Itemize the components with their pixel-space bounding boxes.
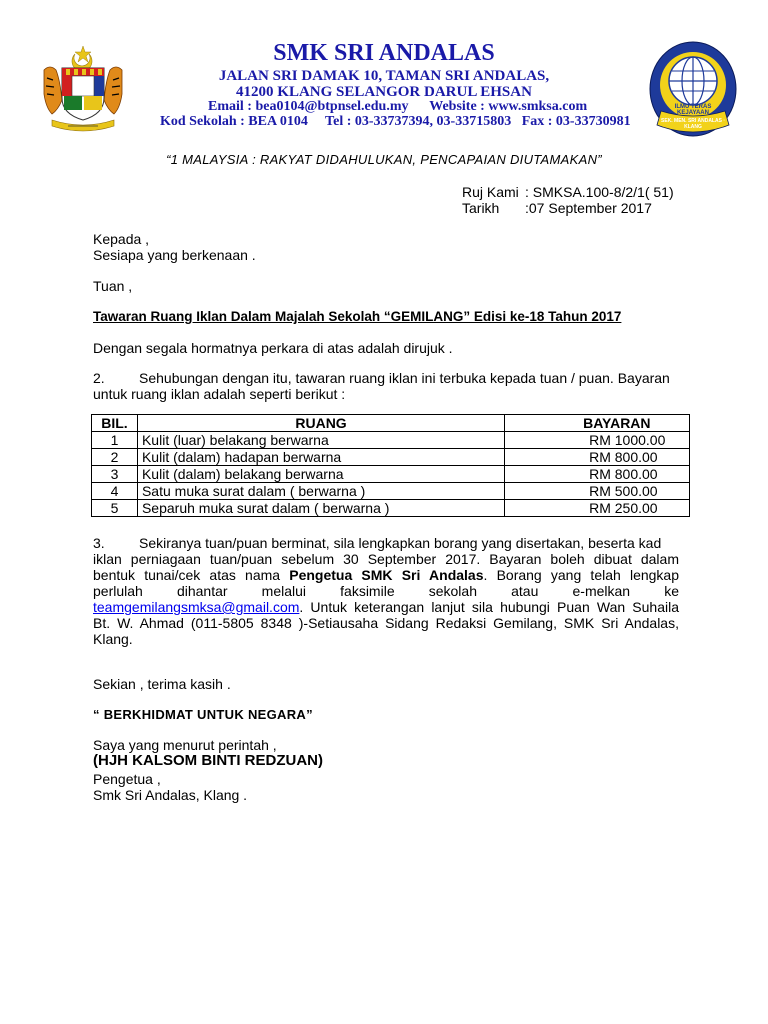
header-ruang: RUANG — [137, 415, 504, 432]
national-motto: “1 MALAYSIA : RAKYAT DIDAHULUKAN, PENCAPAIAN DIUTAMAKAN” — [166, 152, 602, 167]
row-ruang: Satu muka surat dalam ( berwarna ) — [137, 483, 504, 500]
crest-motto-text: ILMU TERAS KEJAYAAN — [674, 104, 712, 116]
header-bil: BIL. — [92, 415, 138, 432]
contact-email-link[interactable]: teamgemilangsmksa@gmail.com — [93, 599, 300, 615]
header-bayaran: BAYARAN — [505, 415, 690, 432]
row-ruang: Kulit (luar) belakang berwarna — [137, 432, 504, 449]
paragraph-2-number: 2. — [93, 370, 105, 386]
signature-intro: Saya yang menurut perintah , — [93, 737, 277, 753]
row-bayaran: RM 250.00 — [505, 500, 690, 517]
closing-line: Sekian , terima kasih . — [93, 676, 231, 692]
slogan: “ BERKHIDMAT UNTUK NEGARA” — [93, 707, 313, 722]
row-bil: 5 — [92, 500, 138, 517]
paragraph-3-line-5 — [93, 599, 679, 616]
paragraph-3-line-3-end: . Borang yang telah lengkap — [483, 567, 679, 583]
table-row — [92, 466, 690, 483]
row-bil: 2 — [92, 449, 138, 466]
table-header-row — [92, 415, 690, 432]
row-ruang: Kulit (dalam) belakang berwarna — [137, 466, 504, 483]
row-bayaran: RM 1000.00 — [505, 432, 690, 449]
paragraph-2-line-2: untuk ruang iklan adalah seperti berikut : — [93, 386, 346, 402]
recipient-line: Sesiapa yang berkenaan . — [93, 247, 256, 263]
letter-subject: Tawaran Ruang Iklan Dalam Majalah Sekolah “GEMILANG” Edisi ke-18 Tahun 2017 — [93, 309, 622, 324]
salutation: Tuan , — [93, 278, 133, 294]
kepada-line: Kepada , — [93, 231, 150, 247]
advertisement-fee-table — [91, 414, 690, 517]
row-bayaran: RM 800.00 — [505, 449, 690, 466]
school-contact-line: Kod Sekolah : BEA 0104 Tel : 03-33737394, 03-33715803 Fax : 03-33730981 — [160, 114, 631, 129]
paragraph-3-line-5-text: . Untuk keterangan lanjut sila hubungi Puan Wan Suhaila — [299, 599, 679, 615]
row-bil: 1 — [92, 432, 138, 449]
paragraph-3-line-1: Sekiranya tuan/puan berminat, sila lengkapkan borang yang disertakan, beserta kad — [139, 535, 662, 551]
table-row — [92, 483, 690, 500]
paragraph-3-line-4: perlulah dihantar melalui faksimile sekolah atau e-melkan ke — [93, 583, 679, 599]
row-ruang: Separuh muka surat dalam ( berwarna ) — [137, 500, 504, 517]
row-ruang: Kulit (dalam) hadapan berwarna — [137, 449, 504, 466]
crest-school-text: SEK. MEN. SRI ANDALAS · KLANG — [661, 118, 725, 130]
school-name: SMK SRI ANDALAS — [273, 40, 495, 66]
row-bil: 3 — [92, 466, 138, 483]
row-bil: 4 — [92, 483, 138, 500]
ruj-value: : SMKSA.100-8/2/1( 51) — [525, 184, 674, 200]
tarikh-label: Tarikh — [462, 200, 500, 216]
table-row — [92, 432, 690, 449]
paragraph-1: Dengan segala hormatnya perkara di atas adalah dirujuk . — [93, 340, 453, 356]
paragraph-3-line-7: Klang. — [93, 631, 133, 647]
payee-name: Pengetua SMK Sri Andalas — [289, 567, 484, 583]
paragraph-3-line-6: Bt. W. Ahmad (011-5805 8348 )-Setiausaha Sidang Redaksi Gemilang, SMK Sri Andalas, — [93, 615, 679, 631]
tarikh-value: :07 September 2017 — [525, 200, 652, 216]
paragraph-3-line-3-start: bentuk tunai/cek atas nama — [93, 567, 290, 583]
paragraph-3-number: 3. — [93, 535, 105, 551]
address-line-1: JALAN SRI DAMAK 10, TAMAN SRI ANDALAS, — [218, 68, 550, 84]
row-bayaran: RM 500.00 — [505, 483, 690, 500]
signatory-name: (HJH KALSOM BINTI REDZUAN) — [93, 752, 323, 769]
signatory-title: Pengetua , — [93, 771, 161, 787]
signatory-school: Smk Sri Andalas, Klang . — [93, 787, 248, 803]
email-website-line: Email : bea0104@btpnsel.edu.my Website : www.smksa.com — [208, 99, 588, 114]
paragraph-3-line-3 — [93, 567, 679, 584]
address-line-2: 41200 KLANG SELANGOR DARUL EHSAN — [236, 84, 532, 100]
paragraph-2-line-1: Sehubungan dengan itu, tawaran ruang iklan ini terbuka kepada tuan / puan. Bayaran — [139, 370, 670, 386]
ruj-label: Ruj Kami — [462, 184, 519, 200]
table-row — [92, 449, 690, 466]
table-row — [92, 500, 690, 517]
row-bayaran: RM 800.00 — [505, 466, 690, 483]
paragraph-3-line-2: iklan perniagaan tuan/puan sebelum 30 September 2017. Bayaran boleh dibuat dalam — [93, 551, 679, 567]
